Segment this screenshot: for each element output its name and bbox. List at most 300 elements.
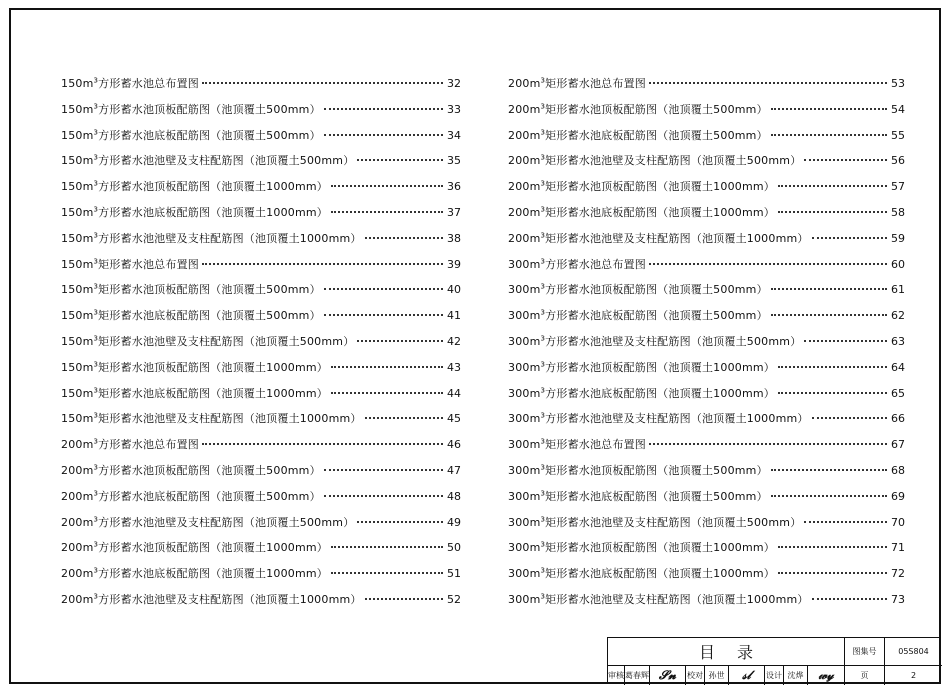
toc-entry-volume-unit-exponent: 3 (93, 179, 99, 188)
toc-entry-description: 方形蓄水池顶板配筋图（池顶覆土500mm） (545, 283, 768, 297)
reviewer-signature (650, 666, 686, 685)
toc-leader-dots (778, 392, 887, 394)
toc-entry-description: 方形蓄水池顶板配筋图（池顶覆土1000mm） (98, 180, 328, 194)
toc-entry-volume-unit-exponent: 3 (540, 437, 546, 446)
toc-entry-volume: 300m (508, 592, 541, 606)
toc-entry-page: 34 (447, 128, 461, 142)
toc-entry-volume-unit-exponent: 3 (93, 256, 99, 265)
toc-entry-title (508, 232, 809, 246)
toc-entry-page: 65 (891, 386, 905, 400)
toc-entry-page: 57 (891, 180, 905, 194)
toc-entry-description: 方形蓄水池底板配筋图（池顶覆土1000mm） (98, 567, 328, 581)
toc-entry-volume-unit-exponent: 3 (93, 127, 99, 136)
toc-entry-volume: 150m (61, 77, 94, 90)
toc-entry-title (61, 309, 321, 323)
toc-entry-volume-unit-exponent: 3 (540, 153, 546, 162)
toc-entry-volume: 300m (508, 438, 541, 452)
toc-entry-description: 方形蓄水池顶板配筋图（池顶覆土500mm） (98, 463, 321, 477)
toc-entry-volume: 300m (508, 257, 541, 271)
toc-entry-volume-unit-exponent: 3 (93, 102, 99, 111)
toc-entry-page: 67 (891, 438, 905, 452)
toc-entry-volume-unit-exponent: 3 (540, 592, 546, 601)
toc-entry-title (508, 438, 646, 452)
toc-entry-volume-unit-exponent: 3 (540, 76, 546, 85)
toc-entry-description: 方形蓄水池底板配筋图（池顶覆土500mm） (98, 128, 321, 142)
toc-entry (508, 361, 905, 387)
toc-leader-dots (331, 546, 443, 548)
toc-entry-page: 37 (447, 205, 461, 219)
toc-entry-page: 52 (447, 592, 461, 606)
toc-leader-dots (804, 521, 887, 523)
toc-entry-page: 40 (447, 283, 461, 297)
toc-entry (508, 206, 905, 232)
toc-entry-volume: 200m (508, 154, 541, 168)
toc-leader-dots (202, 263, 443, 265)
toc-entry-description: 矩形蓄水池底板配筋图（池顶覆土500mm） (545, 489, 768, 503)
checker-signature-mark: 𝓈𝓁 (742, 668, 751, 682)
toc-leader-dots (365, 598, 443, 600)
toc-entry-description: 矩形蓄水池底板配筋图（池顶覆土1000mm） (545, 205, 775, 219)
toc-leader-dots (804, 340, 887, 342)
toc-entry (508, 258, 905, 284)
toc-entry (61, 129, 461, 155)
toc-entry-volume-unit-exponent: 3 (93, 566, 99, 575)
toc-entry-volume: 300m (508, 412, 541, 426)
toc-entry (61, 103, 461, 129)
toc-entry-page: 70 (891, 515, 905, 529)
toc-entry-page: 47 (447, 463, 461, 477)
toc-entry (61, 283, 461, 309)
toc-entry-volume-unit-exponent: 3 (93, 592, 99, 601)
toc-entry-title (61, 541, 328, 555)
toc-leader-dots (324, 469, 443, 471)
toc-entry-volume-unit-exponent: 3 (93, 514, 99, 523)
toc-entry-volume: 200m (508, 77, 541, 90)
toc-right-column (508, 77, 905, 619)
toc-entry (508, 464, 905, 490)
toc-entry-volume: 150m (61, 257, 94, 271)
toc-entry-page: 64 (891, 360, 905, 374)
toc-entry-page: 59 (891, 231, 905, 245)
toc-entry-volume: 300m (508, 334, 541, 348)
toc-entry-title (61, 464, 321, 478)
toc-entry-description: 方形蓄水池底板配筋图（池顶覆土500mm） (98, 489, 321, 503)
toc-entry-volume: 200m (508, 128, 541, 142)
toc-entry-title (508, 387, 775, 401)
toc-entry-volume: 300m (508, 360, 541, 374)
toc-entry-title (508, 593, 809, 607)
toc-entry-page: 56 (891, 154, 905, 168)
toc-entry-title (508, 335, 801, 349)
toc-leader-dots (771, 314, 887, 316)
toc-entry-volume: 300m (508, 541, 541, 555)
toc-entry-description: 矩形蓄水池总布置图 (98, 257, 199, 271)
toc-entry-volume: 200m (61, 592, 94, 606)
toc-entry-page: 53 (891, 77, 905, 90)
atlas-number: 05S804 (885, 638, 942, 666)
toc-entry-page: 32 (447, 77, 461, 90)
toc-entry-title (61, 180, 328, 194)
toc-leader-dots (324, 314, 443, 316)
toc-entry (508, 154, 905, 180)
toc-entry-title (508, 541, 775, 555)
toc-entry-description: 方形蓄水池底板配筋图（池顶覆土1000mm） (98, 205, 328, 219)
toc-entry-page: 38 (447, 231, 461, 245)
toc-leader-dots (324, 108, 443, 110)
toc-entry-volume-unit-exponent: 3 (93, 385, 99, 394)
toc-entry (508, 232, 905, 258)
toc-entry (508, 77, 905, 103)
toc-entry-volume-unit-exponent: 3 (93, 334, 99, 343)
toc-entry-title (61, 335, 354, 349)
toc-entry-page: 36 (447, 180, 461, 194)
toc-entry (508, 412, 905, 438)
toc-leader-dots (771, 469, 887, 471)
atlas-number-label: 图集号 (845, 638, 885, 666)
toc-entry-volume-unit-exponent: 3 (93, 360, 99, 369)
toc-leader-dots (804, 159, 887, 161)
toc-entry-description: 矩形蓄水池池壁及支柱配筋图（池顶覆土500mm） (545, 515, 802, 529)
toc-leader-dots (331, 185, 443, 187)
toc-entry-volume-unit-exponent: 3 (93, 205, 99, 214)
toc-entry-description: 方形蓄水池池壁及支柱配筋图（池顶覆土500mm） (545, 334, 802, 348)
toc-entry (61, 258, 461, 284)
toc-entry-title (61, 232, 362, 246)
toc-entry-title (508, 77, 646, 91)
designer-name: 沈烨 (784, 666, 808, 685)
toc-entry-page: 41 (447, 309, 461, 323)
toc-entry-page: 50 (447, 541, 461, 555)
toc-entry-volume-unit-exponent: 3 (540, 231, 546, 240)
toc-entry-description: 矩形蓄水池池壁及支柱配筋图（池顶覆土500mm） (545, 154, 802, 168)
toc-entry-volume-unit-exponent: 3 (540, 102, 546, 111)
toc-entry-volume: 150m (61, 360, 94, 374)
toc-entry-description: 矩形蓄水池总布置图 (545, 77, 646, 90)
toc-leader-dots (778, 546, 887, 548)
toc-entry-page: 68 (891, 463, 905, 477)
toc-entry (61, 464, 461, 490)
toc-leader-dots (324, 288, 443, 290)
toc-entry-description: 矩形蓄水池顶板配筋图（池顶覆土500mm） (545, 463, 768, 477)
toc-entry (508, 438, 905, 464)
toc-entry-volume: 200m (61, 541, 94, 555)
toc-leader-dots (365, 417, 443, 419)
toc-entry-description: 方形蓄水池顶板配筋图（池顶覆土1000mm） (98, 541, 328, 555)
toc-entry-description: 方形蓄水池池壁及支柱配筋图（池顶覆土1000mm） (98, 592, 362, 606)
toc-entry-volume-unit-exponent: 3 (540, 360, 546, 369)
toc-entry-page: 45 (447, 412, 461, 426)
toc-entry (61, 593, 461, 619)
toc-entry-volume: 300m (508, 309, 541, 323)
toc-entry-description: 矩形蓄水池顶板配筋图（池顶覆土500mm） (545, 102, 768, 116)
toc-entry-page: 61 (891, 283, 905, 297)
toc-entry-page: 72 (891, 567, 905, 581)
toc-entry-description: 矩形蓄水池顶板配筋图（池顶覆土1000mm） (545, 541, 775, 555)
toc-entry-page: 66 (891, 412, 905, 426)
toc-entry-page: 33 (447, 102, 461, 116)
toc-entry (508, 335, 905, 361)
toc-entry-volume: 300m (508, 489, 541, 503)
toc-leader-dots (331, 211, 443, 213)
toc-entry (61, 335, 461, 361)
toc-entry-volume-unit-exponent: 3 (93, 76, 99, 85)
toc-entry (508, 103, 905, 129)
toc-entry-page: 60 (891, 257, 905, 271)
toc-leader-dots (202, 82, 443, 84)
toc-entry-description: 方形蓄水池顶板配筋图（池顶覆土500mm） (98, 102, 321, 116)
checker-name: 孙世 (705, 666, 729, 685)
toc-leader-dots (771, 288, 887, 290)
toc-entry-volume-unit-exponent: 3 (540, 334, 546, 343)
toc-entry (61, 516, 461, 542)
review-label: 审核 (608, 666, 625, 685)
toc-entry-title (61, 258, 199, 272)
toc-entry-volume-unit-exponent: 3 (540, 205, 546, 214)
toc-entry-title (508, 464, 768, 478)
toc-entry-volume-unit-exponent: 3 (540, 282, 546, 291)
toc-entry-volume-unit-exponent: 3 (540, 566, 546, 575)
toc-leader-dots (357, 521, 443, 523)
toc-entry-volume-unit-exponent: 3 (540, 463, 546, 472)
toc-entry-volume: 300m (508, 463, 541, 477)
toc-entry (508, 567, 905, 593)
toc-entry-volume-unit-exponent: 3 (540, 308, 546, 317)
toc-entry-page: 58 (891, 205, 905, 219)
toc-entry-volume-unit-exponent: 3 (93, 231, 99, 240)
toc-entry-title (61, 77, 199, 91)
toc-entry-volume: 150m (61, 231, 94, 245)
toc-entry-volume-unit-exponent: 3 (540, 127, 546, 136)
toc-entry-title (61, 283, 321, 297)
toc-entry-volume: 150m (61, 180, 94, 194)
toc-entry (508, 387, 905, 413)
toc-entry-title (508, 567, 775, 581)
toc-entry (61, 206, 461, 232)
checker-signature (729, 666, 765, 685)
toc-leader-dots (331, 572, 443, 574)
toc-entry-page: 63 (891, 334, 905, 348)
toc-leader-dots (649, 443, 887, 445)
toc-entry (61, 154, 461, 180)
toc-entry-volume: 200m (61, 438, 94, 452)
toc-entry-volume-unit-exponent: 3 (93, 411, 99, 420)
toc-leader-dots (365, 237, 443, 239)
toc-entry (61, 309, 461, 335)
toc-entry-title (508, 129, 768, 143)
toc-entry-title (508, 154, 801, 168)
title-block-title: 目录 (608, 638, 845, 666)
toc-entry-description: 方形蓄水池底板配筋图（池顶覆土1000mm） (545, 386, 775, 400)
toc-entry-description: 矩形蓄水池池壁及支柱配筋图（池顶覆土500mm） (98, 334, 355, 348)
toc-leader-dots (324, 495, 443, 497)
toc-entry-volume-unit-exponent: 3 (540, 514, 546, 523)
toc-entry-volume: 200m (61, 489, 94, 503)
toc-entry-volume: 300m (508, 515, 541, 529)
toc-entry-volume: 150m (61, 102, 94, 116)
toc-entry-page: 73 (891, 592, 905, 606)
toc-entry-description: 方形蓄水池总布置图 (98, 77, 199, 90)
toc-entry (61, 412, 461, 438)
toc-entry-volume: 150m (61, 412, 94, 426)
toc-entry-volume: 150m (61, 154, 94, 168)
toc-entry-title (508, 361, 775, 375)
toc-entry-volume: 200m (508, 102, 541, 116)
toc-entry-title (61, 490, 321, 504)
toc-leader-dots (778, 211, 887, 213)
toc-entry (61, 490, 461, 516)
toc-entry-volume-unit-exponent: 3 (540, 179, 546, 188)
toc-entry-description: 方形蓄水池顶板配筋图（池顶覆土1000mm） (545, 360, 775, 374)
toc-entry-description: 矩形蓄水池池壁及支柱配筋图（池顶覆土1000mm） (545, 592, 809, 606)
toc-entry-page: 44 (447, 386, 461, 400)
toc-entry-description: 矩形蓄水池底板配筋图（池顶覆土1000mm） (98, 386, 328, 400)
toc-entry (508, 309, 905, 335)
toc-entry-page: 35 (447, 154, 461, 168)
toc-entry (61, 567, 461, 593)
toc-entry-volume-unit-exponent: 3 (93, 282, 99, 291)
toc-entry-page: 69 (891, 489, 905, 503)
toc-entry-title (61, 412, 362, 426)
page-label: 页 (845, 666, 885, 685)
toc-entry-title (508, 412, 809, 426)
toc-entry-page: 42 (447, 334, 461, 348)
toc-entry-volume-unit-exponent: 3 (93, 540, 99, 549)
toc-entry-description: 方形蓄水池池壁及支柱配筋图（池顶覆土1000mm） (98, 231, 362, 245)
toc-entry-volume: 150m (61, 309, 94, 323)
toc-entry (61, 387, 461, 413)
toc-entry-volume: 200m (61, 515, 94, 529)
toc-entry-description: 方形蓄水池底板配筋图（池顶覆土500mm） (545, 309, 768, 323)
page-number: 2 (910, 671, 917, 680)
toc-entry-volume-unit-exponent: 3 (93, 437, 99, 446)
toc-leader-dots (771, 495, 887, 497)
toc-leader-dots (812, 237, 887, 239)
toc-entry-volume: 200m (508, 180, 541, 194)
toc-entry-page: 71 (891, 541, 905, 555)
toc-entry-description: 矩形蓄水池顶板配筋图（池顶覆土1000mm） (98, 360, 328, 374)
toc-entry (61, 541, 461, 567)
toc-entry-description: 矩形蓄水池顶板配筋图（池顶覆土1000mm） (545, 180, 775, 194)
toc-entry-volume-unit-exponent: 3 (540, 411, 546, 420)
check-label: 校对 (686, 666, 705, 685)
toc-entry-title (61, 593, 362, 607)
toc-leader-dots (778, 366, 887, 368)
toc-entry-volume-unit-exponent: 3 (93, 153, 99, 162)
toc-entry-title (508, 206, 775, 220)
toc-entry (508, 541, 905, 567)
toc-entry-title (61, 154, 354, 168)
toc-entry-volume: 150m (61, 205, 94, 219)
toc-leader-dots (649, 82, 887, 84)
toc-entry (508, 180, 905, 206)
toc-entry-description: 方形蓄水池池壁及支柱配筋图（池顶覆土500mm） (98, 154, 355, 168)
toc-leader-dots (778, 185, 887, 187)
toc-entry-page: 39 (447, 257, 461, 271)
designer-signature-mark: 𝓌𝓎 (818, 668, 834, 682)
toc-entry-volume: 150m (61, 334, 94, 348)
toc-leader-dots (331, 392, 443, 394)
toc-entry-volume-unit-exponent: 3 (540, 256, 546, 265)
toc-entry-title (508, 258, 646, 272)
toc-entry-title (508, 180, 775, 194)
toc-entry-title (61, 438, 199, 452)
toc-entry-volume: 300m (508, 283, 541, 297)
toc-entry-volume-unit-exponent: 3 (540, 540, 546, 549)
toc-entry (508, 129, 905, 155)
toc-entry (61, 180, 461, 206)
design-label: 设计 (765, 666, 784, 685)
toc-entry-page: 48 (447, 489, 461, 503)
toc-leader-dots (778, 572, 887, 574)
toc-entry-title (508, 490, 768, 504)
toc-entry-title (61, 129, 321, 143)
toc-entry-description: 方形蓄水池池壁及支柱配筋图（池顶覆土1000mm） (545, 412, 809, 426)
toc-entry-description: 矩形蓄水池底板配筋图（池顶覆土500mm） (98, 309, 321, 323)
toc-entry-title (61, 361, 328, 375)
toc-entry (508, 490, 905, 516)
toc-entry (61, 438, 461, 464)
toc-entry-title (61, 567, 328, 581)
toc-left-column (61, 77, 461, 619)
toc-entry-volume: 200m (508, 205, 541, 219)
toc-entry-volume: 150m (61, 283, 94, 297)
toc-entry-volume: 150m (61, 386, 94, 400)
toc-entry-volume-unit-exponent: 3 (93, 463, 99, 472)
toc-entry-page: 54 (891, 102, 905, 116)
toc-entry-page: 49 (447, 515, 461, 529)
toc-leader-dots (357, 340, 443, 342)
toc-entry (61, 77, 461, 103)
toc-entry-volume: 150m (61, 128, 94, 142)
toc-entry-description: 矩形蓄水池池壁及支柱配筋图（池顶覆土1000mm） (98, 412, 362, 426)
toc-entry (508, 593, 905, 619)
title-block (607, 637, 941, 684)
toc-entry-title (508, 309, 768, 323)
toc-entry-title (61, 103, 321, 117)
toc-entry-description: 矩形蓄水池总布置图 (545, 438, 646, 452)
toc-entry-description: 方形蓄水池总布置图 (545, 257, 646, 271)
toc-entry-description: 方形蓄水池池壁及支柱配筋图（池顶覆土500mm） (98, 515, 355, 529)
toc-entry-title (508, 103, 768, 117)
toc-entry-volume-unit-exponent: 3 (93, 308, 99, 317)
toc-entry-description: 矩形蓄水池顶板配筋图（池顶覆土500mm） (98, 283, 321, 297)
toc-entry-volume: 200m (508, 231, 541, 245)
toc-entry-description: 矩形蓄水池底板配筋图（池顶覆土1000mm） (545, 567, 775, 581)
toc-entry (61, 361, 461, 387)
toc-entry-description: 矩形蓄水池池壁及支柱配筋图（池顶覆土1000mm） (545, 231, 809, 245)
toc-leader-dots (331, 366, 443, 368)
toc-leader-dots (202, 443, 443, 445)
toc-entry-volume-unit-exponent: 3 (540, 385, 546, 394)
toc-leader-dots (324, 134, 443, 136)
toc-entry-page: 62 (891, 309, 905, 323)
toc-entry-volume-unit-exponent: 3 (540, 489, 546, 498)
toc-entry-page: 43 (447, 360, 461, 374)
toc-entry-page: 46 (447, 438, 461, 452)
toc-leader-dots (357, 159, 443, 161)
toc-entry-volume: 200m (61, 567, 94, 581)
toc-entry-title (508, 516, 801, 530)
toc-entry-title (61, 516, 354, 530)
toc-entry (61, 232, 461, 258)
toc-leader-dots (771, 108, 887, 110)
toc-entry-volume-unit-exponent: 3 (93, 489, 99, 498)
reviewer-signature-mark: 𝓢𝓷 (658, 668, 677, 682)
designer-signature (808, 666, 845, 685)
toc-entry-title (61, 387, 328, 401)
toc-entry-volume: 200m (61, 463, 94, 477)
toc-entry-title (61, 206, 328, 220)
